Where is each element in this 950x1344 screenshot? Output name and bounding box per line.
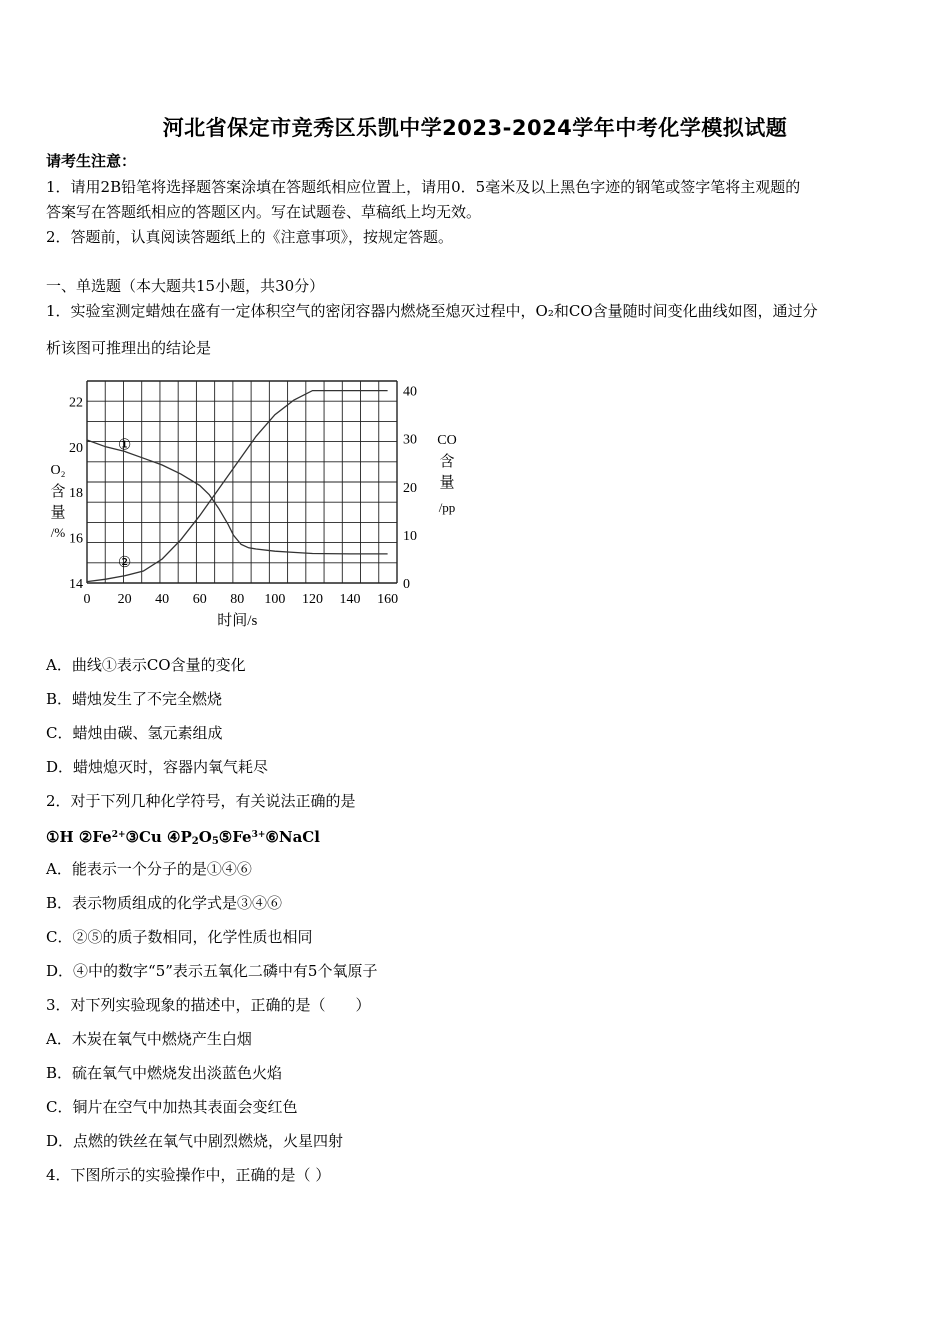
x-tick-label: 100 (264, 592, 286, 607)
left-axis-chem: O₂ (50, 463, 66, 478)
x-tick-label: 60 (192, 592, 207, 607)
left-axis-char: 量 (50, 505, 66, 521)
q2-option-a: A．能表示一个分子的是①④⑥ (46, 860, 252, 878)
right-axis-unit: /pp (438, 500, 456, 515)
q3-stem: 3．对下列实验现象的描述中，正确的是（ ） (46, 996, 371, 1014)
left-tick-label: 18 (69, 486, 83, 502)
symbol-5: ⑤Fe (218, 828, 252, 846)
q1-option-a: A．曲线①表示CO含量的变化 (46, 656, 246, 674)
symbol-5-charge: 3+ (251, 830, 266, 840)
notice-item1-line2: 答案写在答题纸相应的答题区内。写在试题卷、草稿纸上均无效。 (46, 203, 482, 221)
notice-heading: 请考生注意： (46, 152, 137, 170)
q2-option-d: D．④中的数字“5”表示五氧化二磷中有5个氧原子 (46, 962, 378, 980)
x-tick-label: 20 (117, 592, 132, 607)
symbol-4-o: O (198, 828, 212, 846)
q1-option-c: C．蜡烛由碳、氢元素组成 (46, 724, 223, 742)
right-tick-label: 0 (403, 577, 410, 592)
section-heading: 一、单选题（本大题共15小题，共30分） (46, 277, 325, 295)
right-tick-label: 10 (403, 528, 417, 544)
q4-stem: 4．下图所示的实验操作中，正确的是（ ） (46, 1166, 331, 1184)
q2-option-b: B．表示物质组成的化学式是③④⑥ (46, 894, 283, 912)
q3-option-b: B．硫在氧气中燃烧发出淡蓝色火焰 (46, 1064, 283, 1082)
left-axis-char: 含 (50, 484, 66, 500)
symbol-4-sub1: 2 (191, 836, 199, 847)
q1-option-d: D．蜡烛熄灭时，容器内氧气耗尽 (46, 758, 269, 776)
curve-label-1: ① (117, 437, 132, 454)
q1-stem-line2: 析该图可推理出的结论是 (46, 339, 212, 357)
left-tick-label: 22 (69, 395, 83, 411)
q2-option-c: C．②⑤的质子数相同，化学性质也相同 (46, 928, 313, 946)
q1-option-b: B．蜡烛发生了不完全燃烧 (46, 690, 223, 708)
notice-item2: 2．答题前，认真阅读答题纸上的《注意事项》，按规定答题。 (46, 228, 454, 246)
left-tick-label: 14 (69, 577, 83, 592)
right-axis-chem: CO (437, 433, 457, 448)
q2-symbols (46, 825, 320, 852)
q3-option-d: D．点燃的铁丝在氧气中剧烈燃烧，火星四射 (46, 1132, 344, 1150)
curve-label-2: ② (117, 555, 132, 572)
left-tick-label: 16 (69, 531, 83, 547)
left-axis-unit: /% (50, 525, 66, 540)
q1-chart (40, 372, 480, 636)
page-title: 河北省保定市竞秀区乐凯中学2023-2024学年中考化学模拟试题 (162, 116, 788, 140)
x-axis-label: 时间/s (217, 613, 258, 629)
left-tick-label: 20 (69, 440, 83, 456)
symbol-6: ⑥NaCl (265, 828, 320, 846)
x-tick-label: 160 (377, 592, 399, 607)
right-axis-char: 量 (439, 475, 455, 491)
right-tick-label: 30 (403, 432, 417, 448)
x-tick-label: 80 (230, 592, 245, 607)
notice-item1-line1: 1．请用2B铅笔将选择题答案涂填在答题纸相应位置上，请用0．5毫米及以上黑色字迹的钢笔或签字笔将主观题的 (46, 178, 801, 196)
right-axis-char: 含 (439, 454, 455, 470)
symbol-3: ③Cu (125, 828, 162, 846)
symbol-2-charge: 2+ (111, 830, 126, 840)
symbol-4: ④P (167, 828, 192, 846)
q2-stem: 2．对于下列几种化学符号，有关说法正确的是 (46, 792, 356, 810)
symbol-1: ①H (46, 828, 74, 846)
right-tick-label: 40 (403, 384, 417, 400)
symbol-2: ②Fe (78, 828, 112, 846)
right-tick-label: 20 (403, 480, 417, 496)
chart-grid (87, 381, 397, 583)
x-tick-label: 120 (301, 592, 323, 607)
x-tick-label: 0 (83, 592, 91, 607)
q1-stem-line1: 1．实验室测定蜡烛在盛有一定体积空气的密闭容器内燃烧至熄灭过程中，O₂和CO含量随时间变化曲线如图，通过分 (46, 302, 818, 320)
q3-option-c: C．铜片在空气中加热其表面会变红色 (46, 1098, 298, 1116)
x-tick-label: 40 (155, 592, 170, 607)
symbol-4-sub2: 5 (211, 836, 219, 847)
x-tick-label: 140 (339, 592, 361, 607)
q3-option-a: A．木炭在氧气中燃烧产生白烟 (46, 1030, 252, 1048)
